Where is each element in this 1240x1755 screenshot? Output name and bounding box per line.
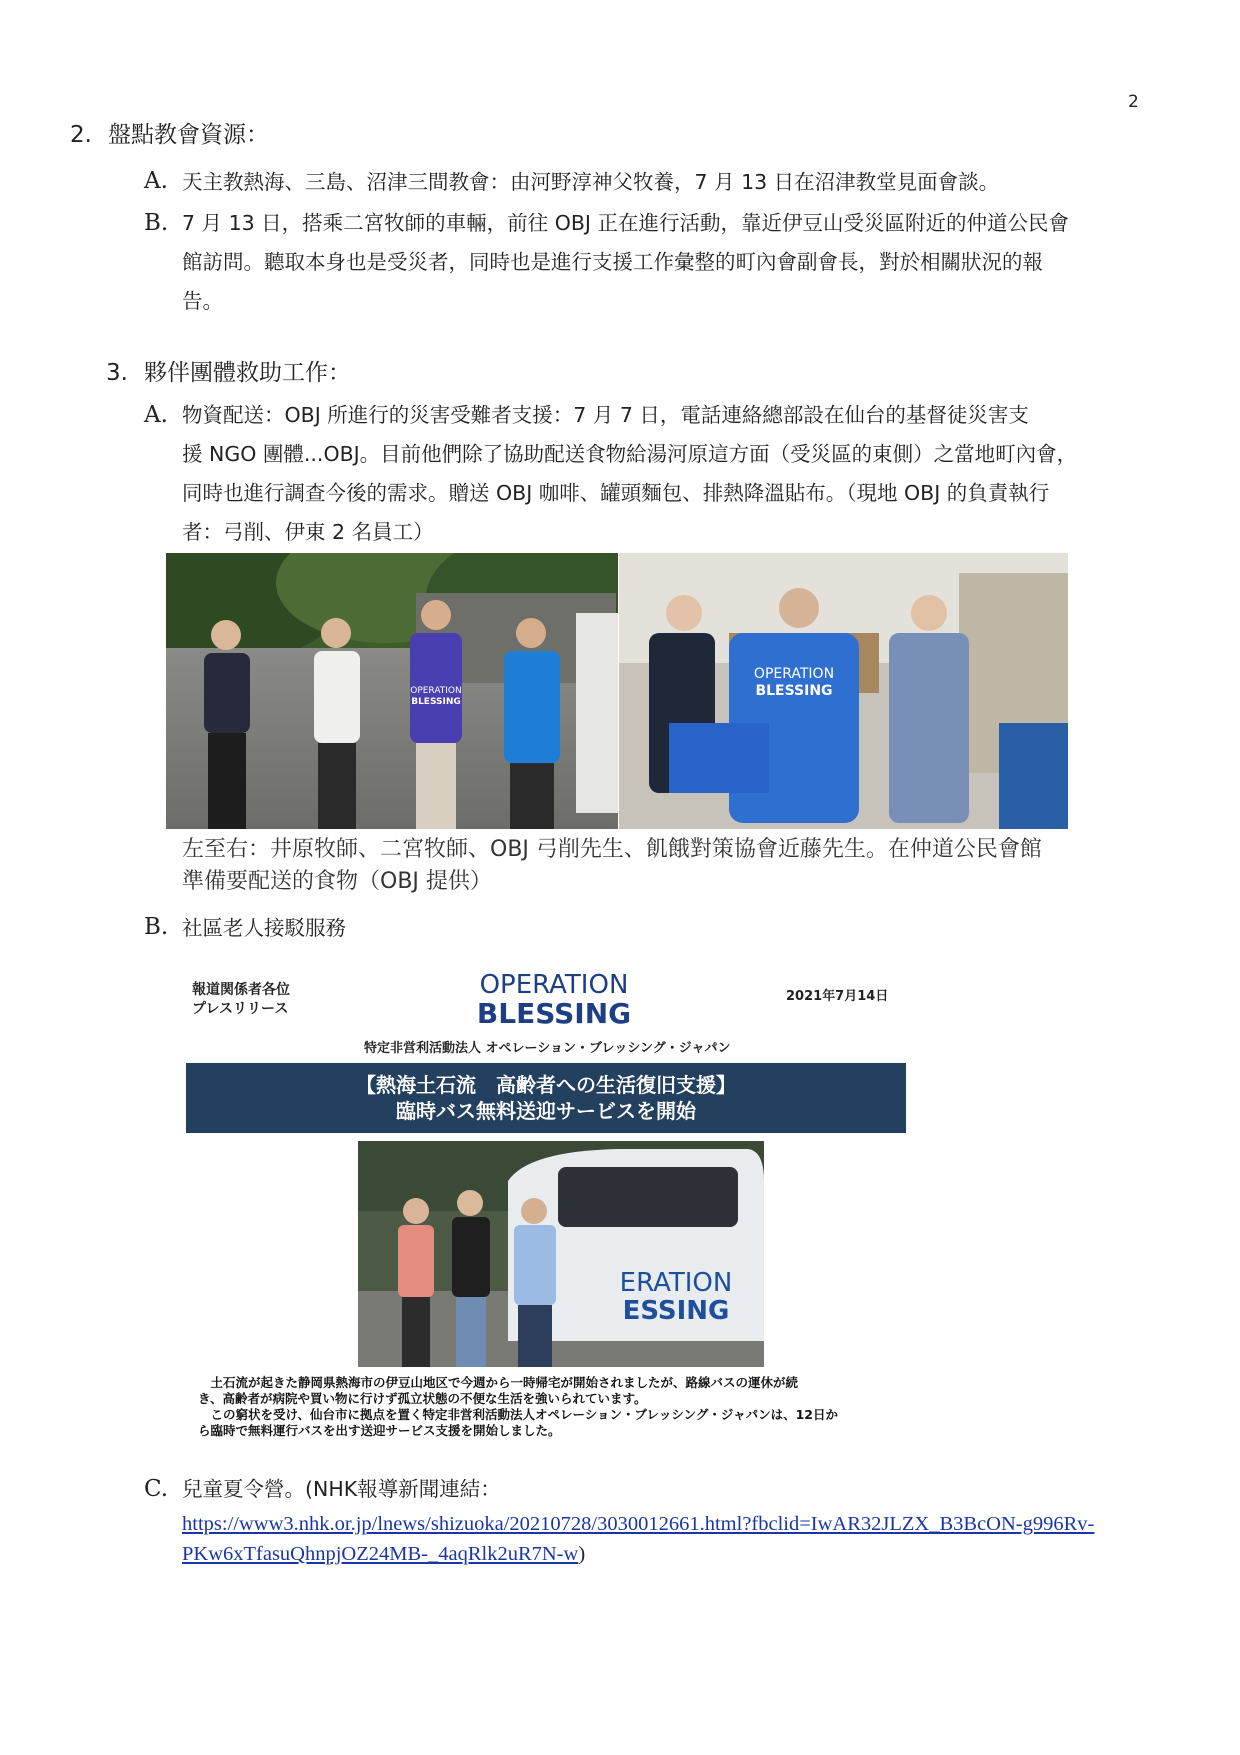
press-body-line-2: き、高齢者が病院や買い物に行けず孤立状態の不便な生活を強いられています。 (198, 1391, 647, 1406)
press-banner-line-1: 【熱海土石流 高齢者への生活復旧支援】 (356, 1073, 736, 1097)
photo-group-outdoor-image (166, 553, 618, 829)
press-body-line-3: この窮状を受け、仙台市に拠点を置く特定非営利活動法人オペレーション・ブレッシング・ジャパンは、12日か (198, 1407, 838, 1422)
section-2-marker: 2. (70, 122, 92, 148)
item-2b-line-1: 7 月 13 日，搭乘二宮牧師的車輛，前往 OBJ 正在進行活動，靠近伊豆山受災區附近的仲道公民會 (182, 211, 1069, 235)
item-3a-marker: A. (144, 402, 168, 428)
item-2b-marker: B. (144, 210, 169, 236)
press-body-line-4: ら臨時で無料運行バスを出す送迎サービス支援を開始しました。 (198, 1423, 561, 1438)
photo-caption-line-1: 左至右：井原牧師、二宮牧師、OBJ 弓削先生、飢餓對策協會近藤先生。在仲道公民會館 (182, 837, 1042, 862)
nhk-news-link-line-2[interactable]: PKw6xTfasuQhnpjOZ24MB-_4aqRlk2uR7N-w (182, 1543, 579, 1565)
item-3b-marker: B. (144, 914, 169, 940)
vest-text-right-2: BLESSING (755, 683, 833, 699)
section-2-title: 盤點教會資源： (108, 122, 269, 148)
item-3a-line-2: 援 NGO 團體...OBJ。目前他們除了協助配送食物給湯河原這方面（受災區的東側）之當地町內會， (182, 442, 1078, 466)
item-3a-line-1: 物資配送：OBJ 所進行的災害受難者支援：7 月 7 日，電話連絡總部設在仙台的基督徒災害支 (182, 403, 1029, 427)
vest-text-left-1: OPERATION (410, 686, 462, 696)
vest-text-right-1: OPERATION (753, 666, 835, 682)
item-2a-marker: A. (144, 168, 168, 194)
press-logo (454, 971, 654, 1029)
nhk-news-link-line-1[interactable]: https://www3.nhk.or.jp/lnews/shizuoka/20210728/3030012661.html?fbclid=IwAR32JLZX_B3BcON-g996Rv- (182, 1513, 1095, 1535)
section-3-title: 夥伴團體救助工作： (144, 360, 351, 386)
press-photo-van (358, 1141, 764, 1367)
press-org: 特定非営利活動法人 オペレーション・ブレッシング・ジャパン (364, 1041, 731, 1056)
item-3c-marker: C. (144, 1476, 169, 1502)
page-number: 2 (1128, 92, 1139, 112)
item-2a-text: 天主教熱海、三島、沼津三間教會：由河野淳神父牧養，7 月 13 日在沼津教堂見面會談。 (182, 170, 1000, 194)
press-body-line-1: 土石流が起きた静岡県熱海市の伊豆山地区で今週から一時帰宅が開始されましたが、路線バスの運休が続 (198, 1375, 799, 1390)
item-2b-line-3: 告。 (182, 289, 223, 313)
van-text-2: ESSING (622, 1296, 730, 1326)
press-logo-line-2: BLESSING (476, 997, 632, 1030)
photo-food-distribution (619, 553, 1068, 829)
item-3b-text: 社區老人接駁服務 (182, 916, 346, 940)
section-3-marker: 3. (106, 360, 128, 386)
photo-caption-line-2: 準備要配送的食物（OBJ 提供） (182, 869, 492, 894)
photo-group-outdoor (166, 553, 618, 829)
nhk-news-link[interactable] (182, 1510, 1142, 1539)
photo-food-distribution-image (619, 553, 1068, 829)
press-audience: 報道関係者各位 (192, 982, 290, 998)
van-text-1: ERATION (619, 1268, 733, 1298)
press-banner (186, 1063, 906, 1133)
press-photo (358, 1141, 764, 1367)
press-release-label: プレスリリース (192, 1001, 289, 1017)
item-3a-line-4: 者：弓削、伊東 2 名員工） (182, 520, 434, 544)
press-date: 2021年7月14日 (786, 989, 889, 1004)
item-3a-line-3: 同時也進行調查今後的需求。贈送 OBJ 咖啡、罐頭麵包、排熱降溫貼布。（現地 OBJ 的負責執行 (182, 481, 1050, 505)
press-banner-line-2: 臨時バス無料送迎サービスを開始 (396, 1099, 696, 1123)
item-2b-line-2: 館訪問。聽取本身也是受災者，同時也是進行支援工作彙整的町內會副會長，對於相關狀況的報 (182, 250, 1043, 274)
link-close-paren: ) (578, 1543, 586, 1565)
press-logo-line-1: OPERATION (479, 970, 629, 1000)
press-release-image (186, 965, 906, 1445)
item-3c-text: 兒童夏令營。(NHK報導新聞連結： (182, 1477, 501, 1501)
vest-text-left-2: BLESSING (411, 697, 461, 707)
nhk-news-link-row-2 (182, 1540, 585, 1569)
